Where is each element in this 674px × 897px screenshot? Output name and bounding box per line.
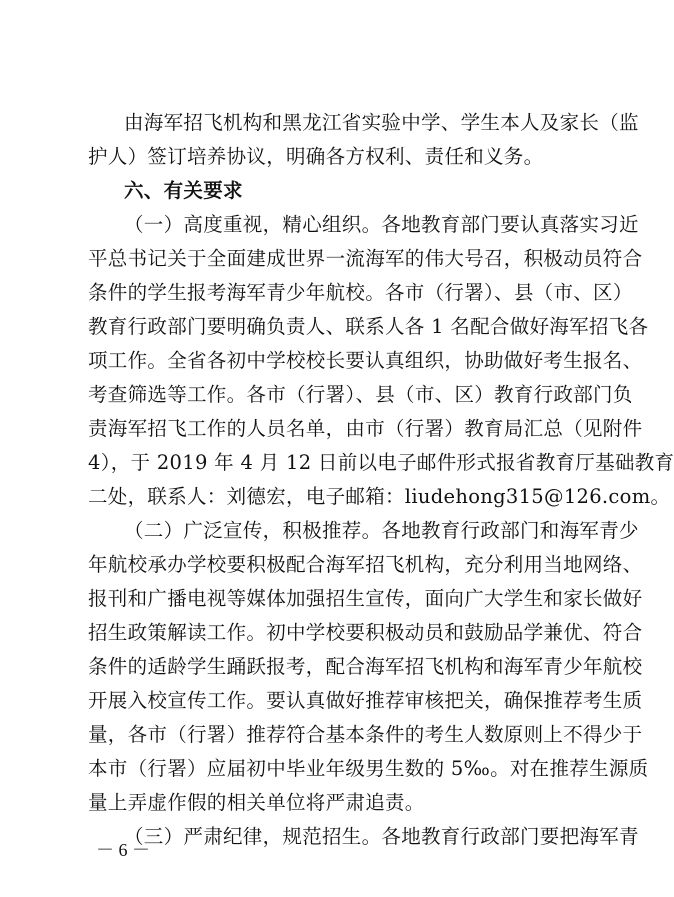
paragraph-line: 项工作。全省各初中学校校长要认真组织，协助做好考生报名、	[88, 349, 643, 372]
paragraph-line: 平总书记关于全面建成世界一流海军的伟大号召，积极动员符合	[88, 247, 643, 270]
paragraph-line: 4），于 2019 年 4 月 12 日前以电子邮件形式报省教育厅基础教育	[88, 451, 674, 474]
paragraph-line: 教育行政部门要明确负责人、联系人各 1 名配合做好海军招飞各	[88, 315, 649, 338]
paragraph-line: 护人）签订培养协议，明确各方权利、责任和义务。	[88, 145, 544, 168]
paragraph-line: （二）广泛宣传，积极推荐。各地教育行政部门和海军青少	[124, 519, 639, 542]
paragraph-line: 责海军招飞工作的人员名单，由市（行署）教育局汇总（见附件	[88, 417, 643, 440]
paragraph-line: 量上弄虚作假的相关单位将严肃追责。	[88, 791, 425, 814]
section-heading: 六、有关要求	[124, 179, 243, 202]
paragraph-line: （三）严肃纪律，规范招生。各地教育行政部门要把海军青	[124, 825, 639, 848]
paragraph-line: 考查筛选等工作。各市（行署）、县（市、区）教育行政部门负	[88, 383, 633, 406]
paragraph-line: 年航校承办学校要积极配合海军招飞机构，充分利用当地网络、	[88, 553, 643, 576]
paragraph-line: 开展入校宣传工作。要认真做好推荐审核把关，确保推荐考生质	[88, 689, 643, 712]
paragraph-line: 条件的适龄学生踊跃报考，配合海军招飞机构和海军青少年航校	[88, 655, 643, 678]
paragraph-line: 招生政策解读工作。初中学校要积极动员和鼓励品学兼优、符合	[88, 621, 643, 644]
paragraph-line: 条件的学生报考海军青少年航校。各市（行署）、县（市、区）	[88, 281, 633, 304]
page-number: － 6 －	[96, 840, 150, 860]
paragraph-line: 本市（行署）应届初中毕业年级男生数的 5‰。对在推荐生源质	[88, 757, 649, 780]
paragraph-line: 二处，联系人：刘德宏，电子邮箱：liudehong315@126.com。	[88, 485, 671, 508]
paragraph-line: （一）高度重视，精心组织。各地教育部门要认真落实习近	[124, 213, 639, 236]
paragraph-line: 报刊和广播电视等媒体加强招生宣传，面向广大学生和家长做好	[88, 587, 643, 610]
paragraph-line: 量，各市（行署）推荐符合基本条件的考生人数原则上不得少于	[88, 723, 643, 746]
paragraph-line: 由海军招飞机构和黑龙江省实验中学、学生本人及家长（监	[124, 111, 639, 134]
